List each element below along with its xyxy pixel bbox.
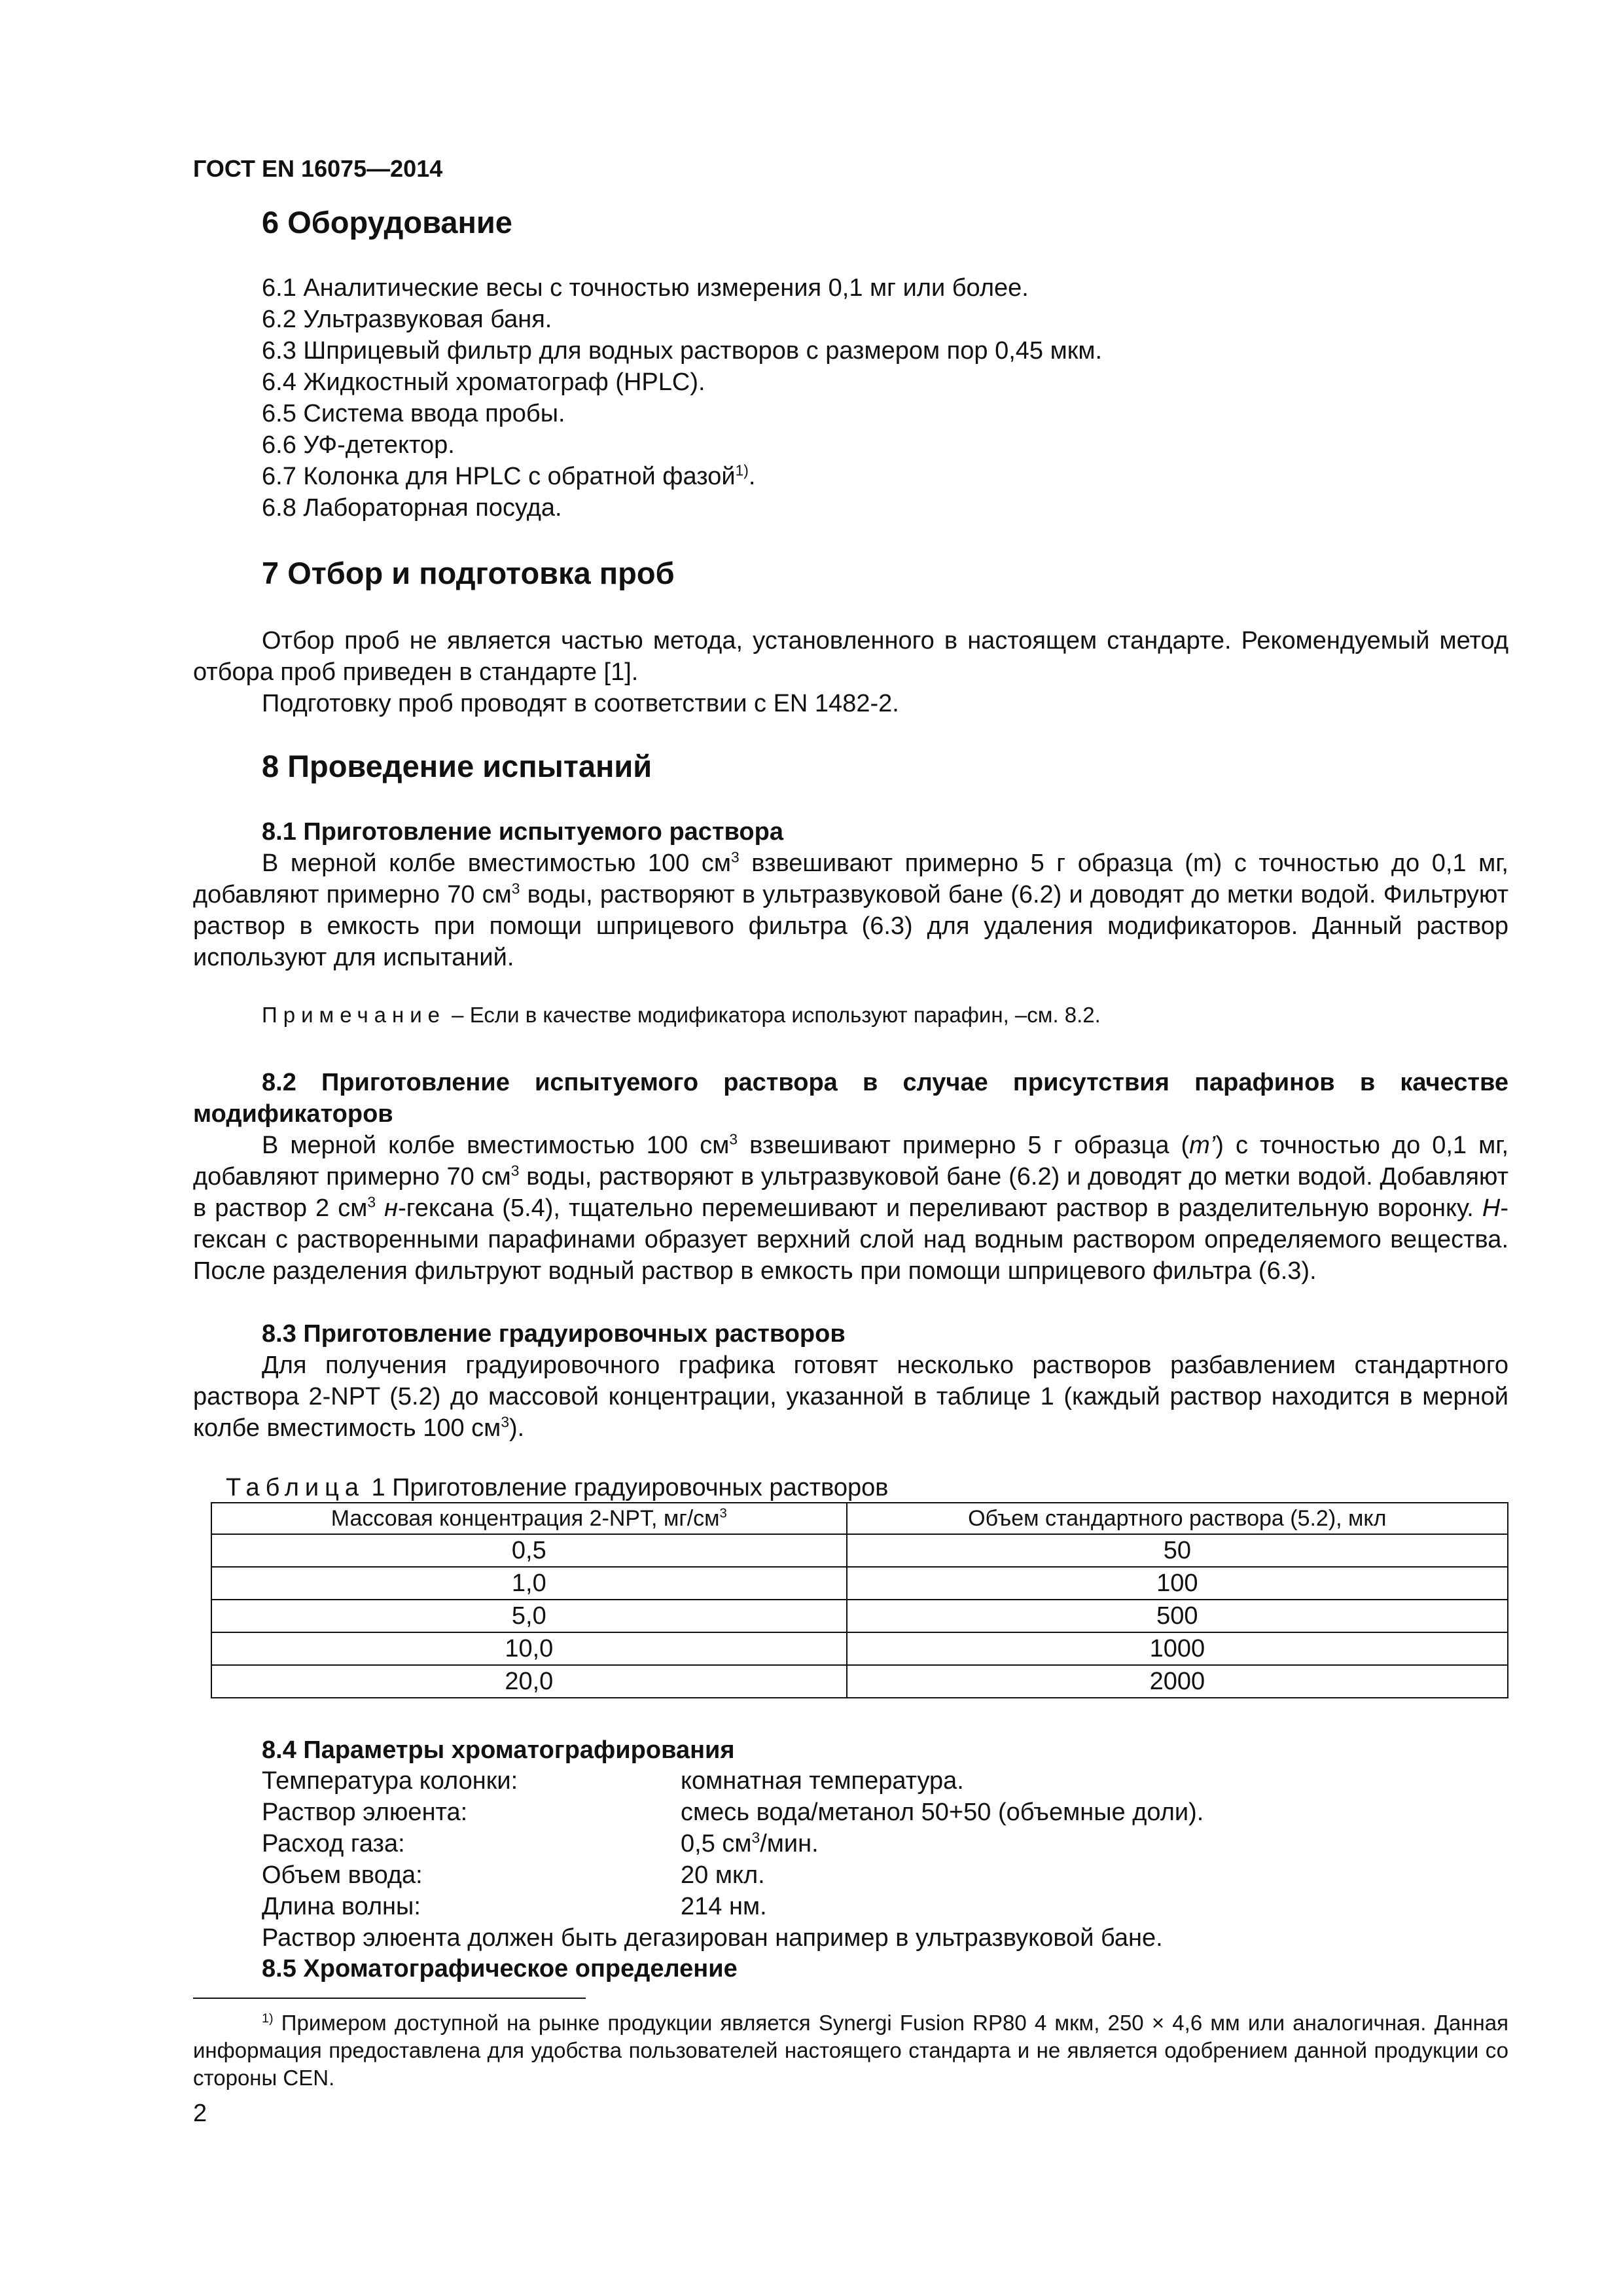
subsection-8-2-title: 8.2 Приготовление испытуемого раствора в случае присутствия парафинов в качестве модификаторов bbox=[193, 1069, 1508, 1128]
param-label: Раствор элюента: bbox=[262, 1799, 468, 1826]
document-code: ГОСТ EN 16075—2014 bbox=[193, 155, 443, 182]
note-label: Примечание bbox=[262, 1003, 446, 1027]
footnote-separator bbox=[193, 1998, 586, 1999]
superscript: 3 bbox=[751, 1829, 760, 1846]
text-run: взвешивают примерно 5 г образца (m) с точностью до 0,1 мг, добавляют примерно 70 см bbox=[193, 850, 1508, 908]
section-7-title: 7 Отбор и подготовка проб bbox=[262, 556, 675, 590]
superscript: 3 bbox=[501, 1413, 509, 1431]
subsection-8-1-paragraph bbox=[193, 848, 1508, 973]
list-item: 6.8 Лабораторная посуда. bbox=[262, 494, 562, 522]
list-item: 6.1 Аналитические весы с точностью измерения 0,1 мг или более. bbox=[262, 274, 1029, 302]
superscript: 3 bbox=[731, 848, 740, 866]
text-run: воды, растворяют в ультразвуковой бане (6.2) и доводят до метки водой. Фильтруют раствор в емкость при помощи шприцевого фильтра (6.3) для удаления модификаторов. Данный раствор используют для испытаний. bbox=[193, 881, 1508, 971]
cell-volume: 1000 bbox=[847, 1632, 1508, 1665]
cell-volume: 2000 bbox=[847, 1665, 1508, 1698]
column-header-volume: Объем стандартного раствора (5.2), мкл bbox=[847, 1503, 1508, 1534]
param-value bbox=[681, 1830, 819, 1858]
param-value: 20 мкл. bbox=[681, 1861, 765, 1889]
text-run: /мин. bbox=[760, 1830, 819, 1857]
text-run: ) с точностью до 0,1 мг, добавляют примерно 70 см bbox=[193, 1132, 1508, 1191]
text-run: воды, растворяют в ультразвуковой бане (6.2) и доводят до метки водой. Добавляют в раствор 2 см bbox=[193, 1163, 1508, 1222]
italic-symbol: Н bbox=[1482, 1194, 1501, 1222]
table-row bbox=[211, 1632, 1508, 1665]
text-run: взвешивают примерно 5 г образца ( bbox=[738, 1132, 1190, 1159]
section-6-title: 6 Оборудование bbox=[262, 205, 512, 240]
table-caption-label: Таблица bbox=[226, 1474, 365, 1501]
note bbox=[262, 1003, 1101, 1028]
table-row bbox=[211, 1600, 1508, 1632]
footnote bbox=[193, 2009, 1508, 2092]
text-run: В мерной колбе вместимостью 100 см bbox=[262, 850, 732, 877]
list-item-end: . bbox=[748, 463, 756, 490]
subsection-8-3-paragraph bbox=[193, 1350, 1508, 1444]
text-run: ). bbox=[509, 1414, 525, 1442]
table-caption-text: 1 Приготовление градуировочных растворов bbox=[365, 1474, 889, 1501]
cell-concentration: 5,0 bbox=[211, 1600, 847, 1632]
superscript: 3 bbox=[511, 880, 520, 897]
param-label: Расход газа: bbox=[262, 1830, 405, 1857]
table-row bbox=[211, 1665, 1508, 1698]
param-value: комнатная температура. bbox=[681, 1767, 964, 1795]
cell-concentration: 1,0 bbox=[211, 1567, 847, 1600]
subsection-8-2-paragraph bbox=[193, 1130, 1508, 1287]
page-number: 2 bbox=[193, 2100, 207, 2127]
table-caption bbox=[226, 1474, 888, 1502]
param-label: Объем ввода: bbox=[262, 1861, 423, 1889]
footnote-marker: 1) bbox=[262, 2011, 274, 2026]
list-item: 6.5 Система ввода пробы. bbox=[262, 400, 565, 427]
table-row bbox=[211, 1534, 1508, 1567]
superscript: 3 bbox=[510, 1162, 520, 1179]
param-label: Длина волны: bbox=[262, 1893, 421, 1920]
text-run: Для получения градуировочного графика готовят несколько растворов разбавлением стандартного раствора 2-NPT (5.2) до массовой концентрации, указанной в таблице 1 (каждый раствор находится в мерной колбе вместимость 100 см bbox=[193, 1352, 1508, 1442]
table-row bbox=[211, 1567, 1508, 1600]
header-text: Массовая концентрация 2-NPT, мг/см bbox=[330, 1506, 720, 1531]
column-header-concentration bbox=[211, 1503, 847, 1534]
cell-concentration: 20,0 bbox=[211, 1665, 847, 1698]
italic-symbol: m’ bbox=[1189, 1132, 1216, 1159]
cell-concentration: 0,5 bbox=[211, 1534, 847, 1567]
footnote-ref: 1) bbox=[735, 461, 749, 479]
eluent-degas-note: Раствор элюента должен быть дегазирован например в ультразвуковой бане. bbox=[262, 1924, 1163, 1952]
list-item: 6.4 Жидкостный хроматограф (HPLC). bbox=[262, 368, 705, 396]
superscript: 3 bbox=[719, 1506, 727, 1521]
section-8-title: 8 Проведение испытаний bbox=[262, 749, 652, 783]
note-text: – Если в качестве модификатора используют парафин, –см. 8.2. bbox=[446, 1003, 1101, 1027]
italic-symbol: н bbox=[376, 1194, 399, 1222]
section-7-paragraph-1: Отбор проб не является частью метода, установленного в настоящем стандарте. Рекомендуемый метод отбора проб приведен в стандарте [1]. bbox=[193, 627, 1508, 686]
footnote-text: Примером доступной на рынке продукции является Synergi Fusion RP80 4 мкм, 250 × 4,6 мм или аналогичная. Данная информация предоставлена для удобства пользователей настоящего стандарта и не является одобрением данной продукции со стороны CEN. bbox=[193, 2011, 1508, 2090]
text-run: -гексана (5.4), тщательно перемешивают и переливают раствор в разделительную воронку. bbox=[398, 1194, 1482, 1222]
list-item-text: 6.7 Колонка для HPLC с обратной фазой bbox=[262, 463, 736, 490]
param-label: Температура колонки: bbox=[262, 1767, 518, 1795]
cell-concentration: 10,0 bbox=[211, 1632, 847, 1665]
table-header-row bbox=[211, 1503, 1508, 1534]
superscript: 3 bbox=[367, 1193, 376, 1211]
subsection-8-5-title: 8.5 Хроматографическое определение bbox=[262, 1955, 738, 1982]
cell-volume: 500 bbox=[847, 1600, 1508, 1632]
text-run: 0,5 см bbox=[681, 1830, 752, 1857]
subsection-8-1-title: 8.1 Приготовление испытуемого раствора bbox=[262, 818, 783, 846]
cell-volume: 50 bbox=[847, 1534, 1508, 1567]
subsection-8-3-title: 8.3 Приготовление градуировочных растворов bbox=[262, 1320, 846, 1348]
calibration-table bbox=[211, 1502, 1508, 1698]
param-value: смесь вода/метанол 50+50 (объемные доли). bbox=[681, 1799, 1204, 1826]
list-item: 6.6 УФ-детектор. bbox=[262, 431, 455, 459]
superscript: 3 bbox=[729, 1130, 738, 1148]
cell-volume: 100 bbox=[847, 1567, 1508, 1600]
subsection-8-4-title: 8.4 Параметры хроматографирования bbox=[262, 1736, 735, 1764]
list-item bbox=[262, 461, 755, 492]
section-7-paragraph-2: Подготовку проб проводят в соответствии с EN 1482-2. bbox=[262, 690, 899, 717]
list-item: 6.3 Шприцевый фильтр для водных растворов с размером пор 0,45 мкм. bbox=[262, 337, 1103, 365]
text-run: -гексан с растворенными парафинами образует верхний слой над водным раствором определяемого вещества. После разделения фильтруют водный раствор в емкость при помощи шприцевого фильтра (6.3). bbox=[193, 1194, 1508, 1285]
text-run: В мерной колбе вместимостью 100 см bbox=[262, 1132, 730, 1159]
list-item: 6.2 Ультразвуковая баня. bbox=[262, 306, 552, 333]
param-value: 214 нм. bbox=[681, 1893, 767, 1920]
